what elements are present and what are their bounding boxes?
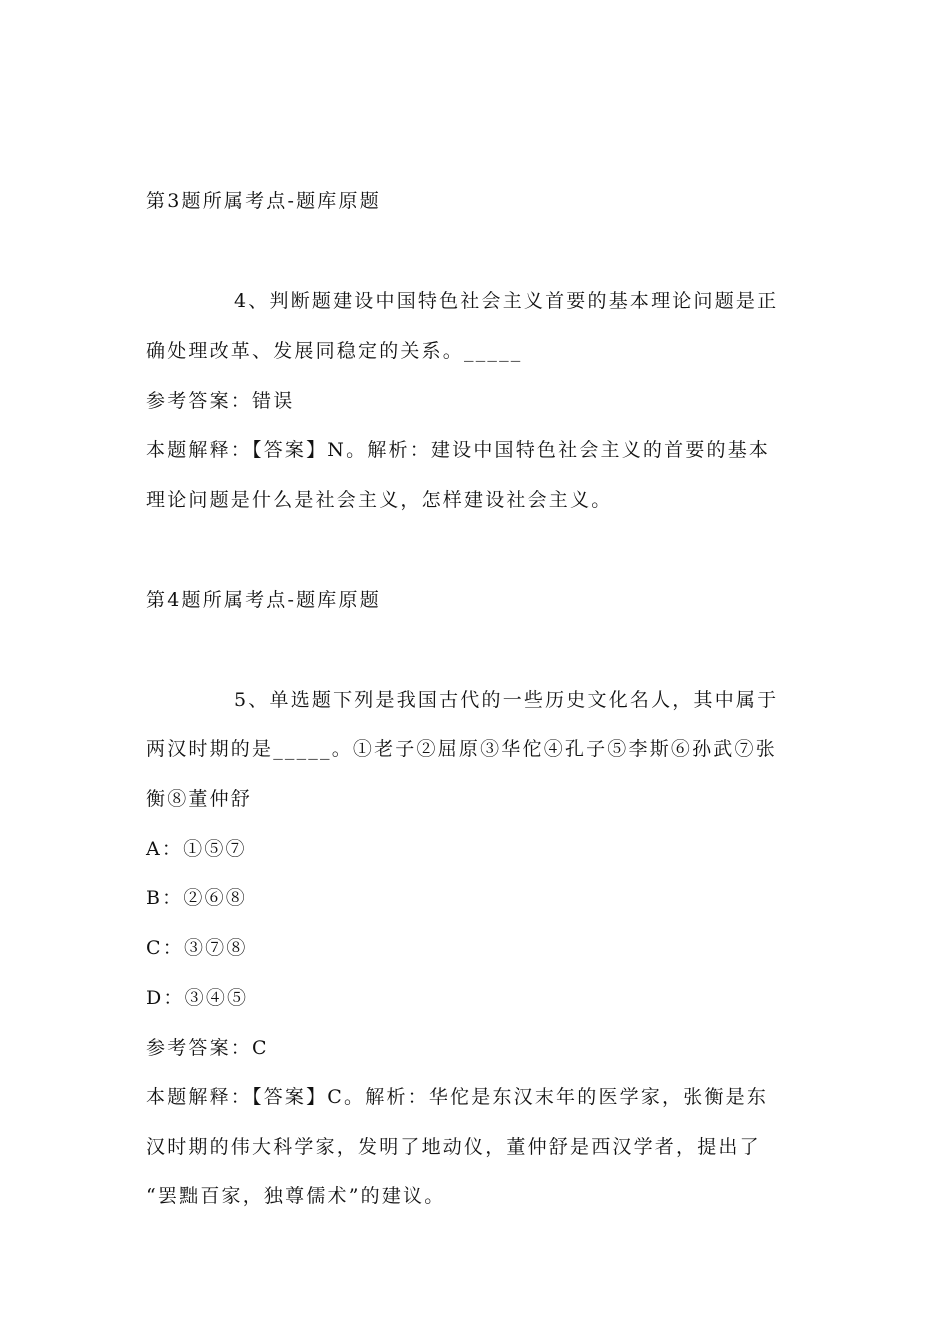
q4-answer: 参考答案：错误 [146,390,295,412]
q5-question-line-3: 衡⑧董仲舒 [146,788,253,810]
q5-option-c: C：③⑦⑧ [146,937,248,959]
q4-question-line-1: 4、判断题建设中国特色社会主义首要的基本理论问题是正 [234,290,779,312]
q5-option-b: B：②⑥⑧ [146,887,247,909]
q5-explanation-line-1: 本题解释：【答案】C。解析：华佗是东汉末年的医学家，张衡是东 [146,1086,769,1108]
q5-question-line-1: 5、单选题下列是我国古代的一些历史文化名人，其中属于 [234,689,779,711]
q4-topic-label: 第4题所属考点-题库原题 [146,589,381,611]
q5-option-a: A：①⑤⑦ [146,838,247,860]
q5-option-d: D：③④⑤ [146,987,249,1009]
q5-explanation-line-3: “罢黜百家，独尊儒术”的建议。 [146,1185,446,1207]
q4-explanation-line-2: 理论问题是什么是社会主义，怎样建设社会主义。 [146,489,613,511]
q5-answer: 参考答案：C [146,1037,269,1059]
q4-explanation-line-1: 本题解释：【答案】N。解析：建设中国特色社会主义的首要的基本 [146,439,771,461]
q5-explanation-line-2: 汉时期的伟大科学家，发明了地动仪，董仲舒是西汉学者，提出了 [146,1136,761,1158]
q5-question-line-2: 两汉时期的是_____。①老子②屈原③华佗④孔子⑤李斯⑥孙武⑦张 [146,738,777,760]
q4-question-line-2: 确处理改革、发展同稳定的关系。_____ [146,340,523,362]
q3-topic-label: 第3题所属考点-题库原题 [146,190,381,212]
